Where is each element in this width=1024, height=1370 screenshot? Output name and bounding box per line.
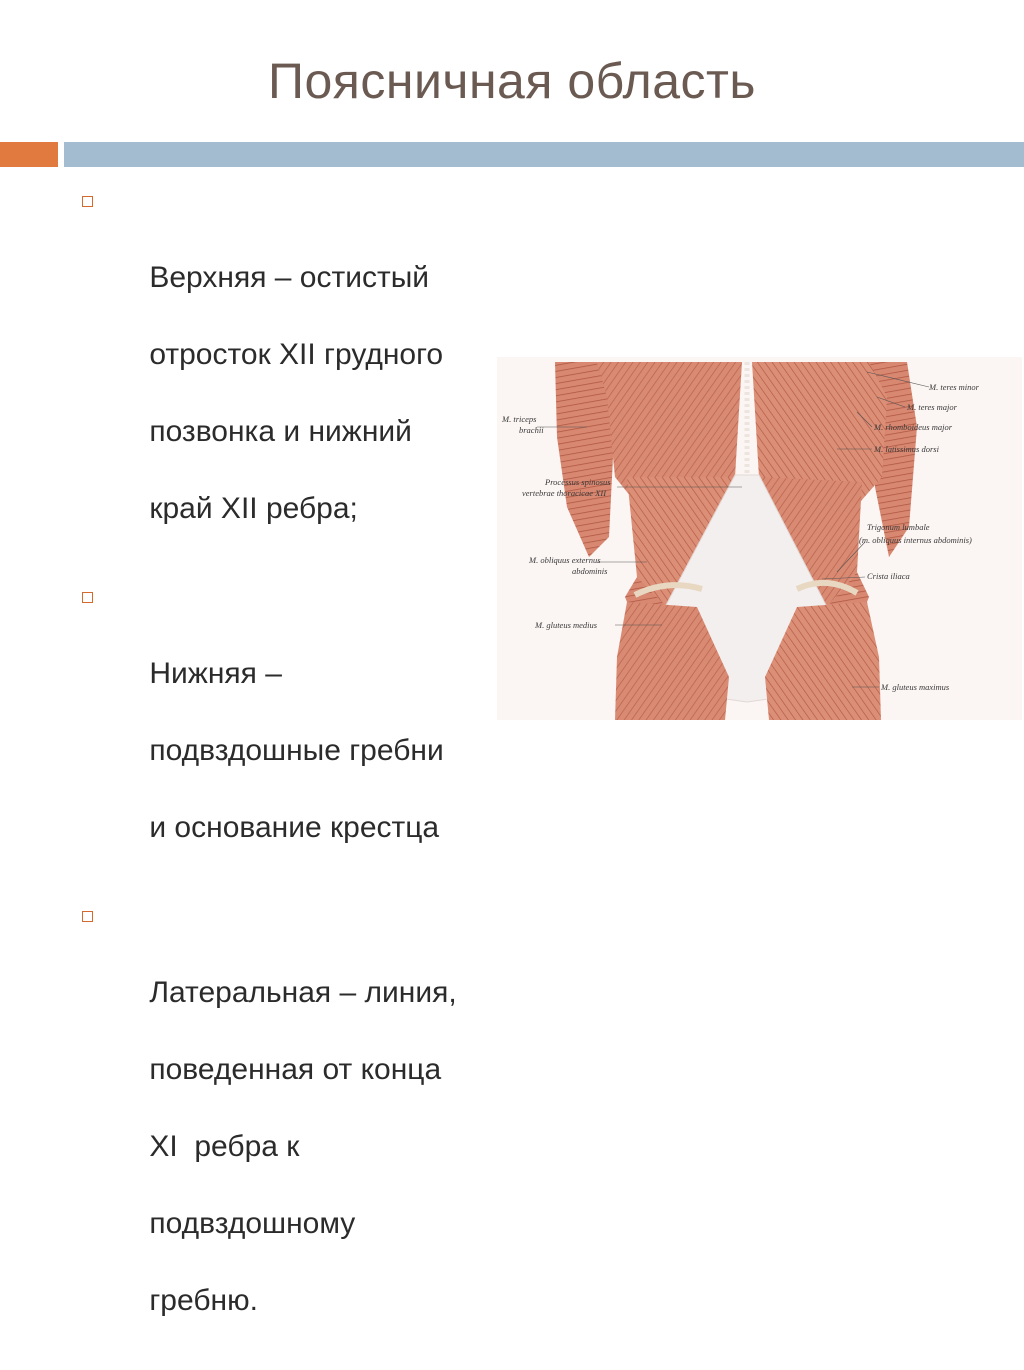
square-outline-bullet-icon xyxy=(82,196,93,207)
bullet-line: поведенная от конца xyxy=(149,1053,442,1086)
label-triceps: M. triceps xyxy=(502,414,537,424)
bullet-upper-boundary xyxy=(78,182,498,567)
title-underline-bar xyxy=(64,142,1024,167)
label-gluteus-medius: M. gluteus medius xyxy=(535,620,598,630)
label-processus-2: vertebrae thoracicae XII xyxy=(522,488,607,498)
bullet-line: позвонка и нижний xyxy=(149,415,412,448)
bullet-line: подвздошные гребни xyxy=(149,734,444,767)
bullet-line: XI ребра к xyxy=(149,1130,300,1163)
label-teres-minor: M. teres minor xyxy=(929,382,979,392)
slide-title: Поясничная область xyxy=(268,53,756,109)
label-crista-iliaca: Crista iliaca xyxy=(867,571,910,581)
bullet-line: гребню. xyxy=(149,1284,258,1317)
label-triceps-2: brachii xyxy=(519,425,544,435)
bullet-list xyxy=(78,182,498,1370)
square-outline-bullet-icon xyxy=(82,592,93,603)
bullet-line: подвздошному xyxy=(149,1207,356,1240)
back-muscles-illustration xyxy=(497,357,1022,720)
label-trigonum: Trigonum lumbale xyxy=(867,522,930,532)
bullet-line: Верхняя – остистый xyxy=(149,261,430,294)
bullet-line: Латеральная – линия, xyxy=(149,976,457,1009)
bullet-lateral-boundary xyxy=(78,897,498,1359)
label-processus: Processus spinosus xyxy=(545,477,611,487)
label-obliquus: M. obliquus externus xyxy=(529,555,601,565)
label-teres-major: M. teres major xyxy=(907,402,957,412)
bullet-line: Нижняя – xyxy=(149,657,282,690)
bullet-line: отросток XII грудного xyxy=(149,338,444,371)
label-gluteus-maximus: M. gluteus maximus xyxy=(881,682,950,692)
label-trigonum-2: (m. obliquus internus abdominis) xyxy=(859,535,972,545)
label-latissimus: M. latissimus dorsi xyxy=(874,444,939,454)
bullet-lower-boundary xyxy=(78,578,498,886)
label-rhomboideus: M. rhomboideus major xyxy=(874,422,952,432)
bullet-line: край XII ребра; xyxy=(149,492,358,525)
bullet-line: и основание крестца xyxy=(149,811,440,844)
label-obliquus-2: abdominis xyxy=(572,566,608,576)
square-outline-bullet-icon xyxy=(82,911,93,922)
accent-bar xyxy=(0,142,58,167)
